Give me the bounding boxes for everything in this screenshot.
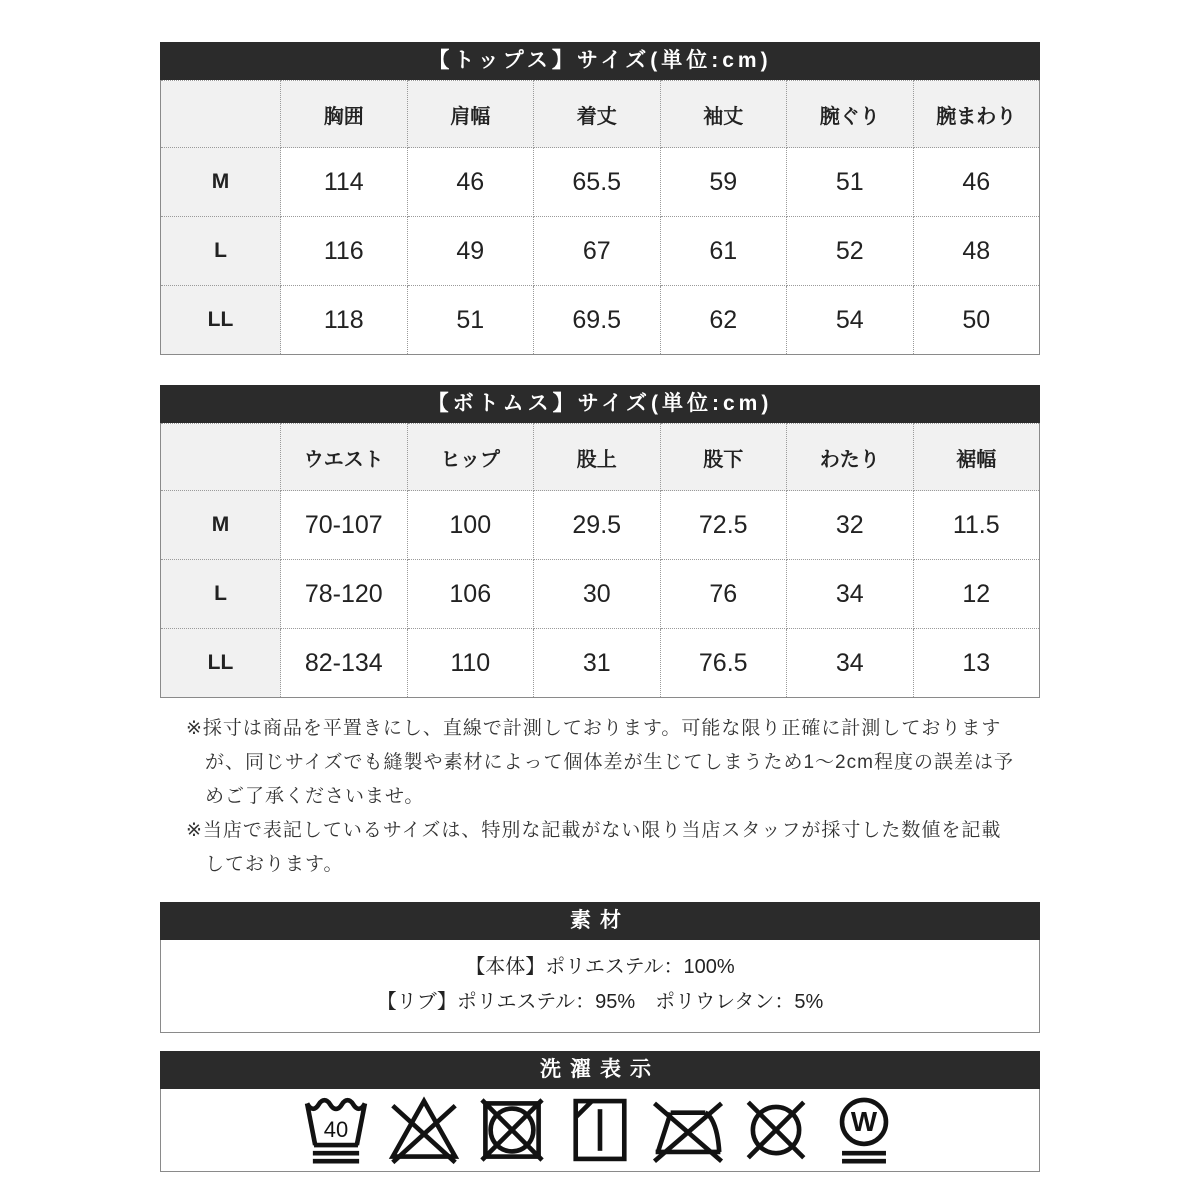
cell: 100 xyxy=(407,491,534,560)
cell: 46 xyxy=(913,148,1040,217)
wet-clean-very-gentle-icon xyxy=(827,1093,901,1167)
material-section xyxy=(160,902,1040,1033)
tops-row-m xyxy=(161,148,1040,217)
bottoms-row-m xyxy=(161,491,1040,560)
cell: 67 xyxy=(534,217,661,286)
size-label: LL xyxy=(161,286,281,355)
laundry-icons-row xyxy=(160,1089,1040,1172)
cell: 59 xyxy=(660,148,787,217)
bottoms-table-title: 【ボトムス】サイズ(単位:cm) xyxy=(160,385,1040,423)
bottoms-col-inseam: 股下 xyxy=(660,424,787,491)
cell: 61 xyxy=(660,217,787,286)
cell: 34 xyxy=(787,629,914,698)
bottoms-col-rise: 股上 xyxy=(534,424,661,491)
cell: 50 xyxy=(913,286,1040,355)
measurement-notes xyxy=(186,712,1020,882)
cell: 72.5 xyxy=(660,491,787,560)
cell: 46 xyxy=(407,148,534,217)
material-line-rib: 【リブ】ポリエステル：95% ポリウレタン：5% xyxy=(376,991,824,1013)
bottoms-header-row xyxy=(161,424,1040,491)
cell: 30 xyxy=(534,560,661,629)
cell: 13 xyxy=(913,629,1040,698)
cell: 70-107 xyxy=(281,491,408,560)
do-not-bleach-icon xyxy=(387,1093,461,1167)
cell: 62 xyxy=(660,286,787,355)
line-dry-in-shade-icon xyxy=(563,1093,637,1167)
tops-size-section xyxy=(160,42,1040,355)
do-not-dry-clean-icon xyxy=(739,1093,813,1167)
cell: 51 xyxy=(787,148,914,217)
cell: 31 xyxy=(534,629,661,698)
cell: 76.5 xyxy=(660,629,787,698)
corner-cell xyxy=(161,424,281,491)
cell: 32 xyxy=(787,491,914,560)
wet-clean-label: W xyxy=(850,1106,878,1138)
wash-temp-label: 40 xyxy=(323,1116,349,1142)
tops-header-row xyxy=(161,81,1040,148)
bottoms-col-hip: ヒップ xyxy=(407,424,534,491)
material-line-main: 【本体】ポリエステル：100% xyxy=(465,956,735,978)
cell: 34 xyxy=(787,560,914,629)
tops-size-table xyxy=(160,80,1040,355)
bottoms-row-l xyxy=(161,560,1040,629)
cell: 110 xyxy=(407,629,534,698)
cell: 51 xyxy=(407,286,534,355)
cell: 76 xyxy=(660,560,787,629)
material-body xyxy=(160,940,1040,1033)
size-label: L xyxy=(161,217,281,286)
cell: 82-134 xyxy=(281,629,408,698)
cell: 12 xyxy=(913,560,1040,629)
bottoms-size-section xyxy=(160,385,1040,698)
cell: 54 xyxy=(787,286,914,355)
cell: 48 xyxy=(913,217,1040,286)
tops-col-armhole: 腕ぐり xyxy=(787,81,914,148)
size-label: M xyxy=(161,148,281,217)
cell: 49 xyxy=(407,217,534,286)
bottoms-col-waist: ウエスト xyxy=(281,424,408,491)
do-not-tumble-dry-icon xyxy=(475,1093,549,1167)
size-chart-page xyxy=(160,0,1040,1172)
cell: 118 xyxy=(281,286,408,355)
cell: 69.5 xyxy=(534,286,661,355)
do-not-iron-icon xyxy=(651,1093,725,1167)
tops-col-sleeve: 袖丈 xyxy=(660,81,787,148)
tops-col-chest: 胸囲 xyxy=(281,81,408,148)
laundry-title: 洗濯表示 xyxy=(160,1051,1040,1089)
tops-col-arm-circumference: 腕まわり xyxy=(913,81,1040,148)
cell: 116 xyxy=(281,217,408,286)
cell: 65.5 xyxy=(534,148,661,217)
material-title: 素材 xyxy=(160,902,1040,940)
size-label: L xyxy=(161,560,281,629)
cell: 106 xyxy=(407,560,534,629)
note-measurement-accuracy: ※採寸は商品を平置きにし、直線で計測しております。可能な限り正確に計測しておりますが、同じサイズでも縫製や素材によって個体差が生じてしまうため1～2cm程度の誤差は予めご了承くださいませ。 xyxy=(186,718,1014,807)
tops-table-title: 【トップス】サイズ(単位:cm) xyxy=(160,42,1040,80)
bottoms-row-ll xyxy=(161,629,1040,698)
bottoms-size-table xyxy=(160,423,1040,698)
size-label: M xyxy=(161,491,281,560)
tops-col-shoulder: 肩幅 xyxy=(407,81,534,148)
cell: 52 xyxy=(787,217,914,286)
bottoms-col-hem: 裾幅 xyxy=(913,424,1040,491)
tops-row-ll xyxy=(161,286,1040,355)
bottoms-col-thigh: わたり xyxy=(787,424,914,491)
cell: 114 xyxy=(281,148,408,217)
cell: 11.5 xyxy=(913,491,1040,560)
tops-col-length: 着丈 xyxy=(534,81,661,148)
tops-row-l xyxy=(161,217,1040,286)
wash-40-very-gentle-icon xyxy=(299,1093,373,1167)
corner-cell xyxy=(161,81,281,148)
laundry-section xyxy=(160,1051,1040,1172)
note-staff-measured: ※当店で表記しているサイズは、特別な記載がない限り当店スタッフが採寸した数値を記載しております。 xyxy=(186,820,1002,875)
size-label: LL xyxy=(161,629,281,698)
cell: 78-120 xyxy=(281,560,408,629)
cell: 29.5 xyxy=(534,491,661,560)
